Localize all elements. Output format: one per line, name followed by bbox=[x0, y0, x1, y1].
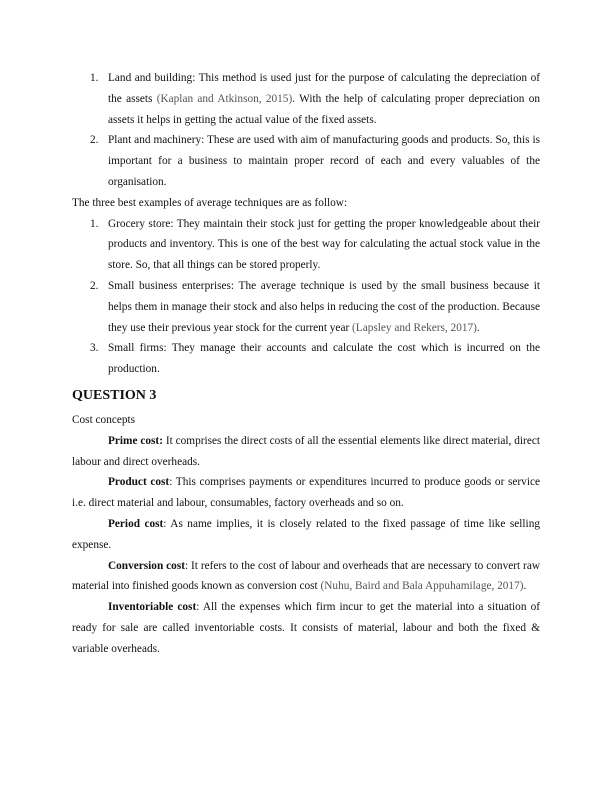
list-item bbox=[72, 130, 540, 192]
list-item bbox=[72, 68, 540, 130]
citation: (Kaplan and Atkinson, 2015) bbox=[156, 92, 293, 105]
concept-text: : As name implies, it is closely related to the fixed passage of time like selling expense. bbox=[72, 517, 540, 551]
list-text: Plant and machinery: These are used with aim of manufacturing goods and products. So, this is important for a business to maintain proper record of each and every valuables of the organisation. bbox=[108, 134, 540, 188]
list-text-end: . With the help of calculating proper depreciation on assets it helps in getting the actual value of the fixed assets. bbox=[108, 92, 540, 126]
list-item bbox=[72, 276, 540, 338]
concept-term: Product cost bbox=[108, 476, 170, 489]
question-heading: QUESTION 3 bbox=[72, 387, 157, 403]
list-number: 1. bbox=[90, 72, 99, 84]
average-techniques-list bbox=[72, 214, 540, 380]
concept-text: : All the expenses which firm incur to get the material into a situation of ready for sale are called inventoriable costs. It consists of material, labour and both the fixed & variable overheads. bbox=[72, 601, 540, 655]
list-text-end: . bbox=[476, 321, 480, 334]
concept-term: Prime cost: bbox=[108, 434, 163, 447]
concept-product-cost bbox=[72, 472, 540, 514]
concept-inventoriable-cost bbox=[72, 597, 540, 659]
list-text: Grocery store: They maintain their stock just for getting the proper knowledgeable about their products and inventory. This is one of the best way for calculating the actual stock value in the store. So, that all things can be stored properly. bbox=[108, 217, 540, 272]
average-techniques-intro: The three best examples of average techniques are as follow: bbox=[72, 196, 348, 209]
list-item bbox=[72, 214, 540, 276]
list-text: Land and building: This method is used just for the purpose of calculating the depreciation of the assets bbox=[108, 72, 540, 105]
list-text: Small firms: They manage their accounts and calculate the cost which is incurred on the production. bbox=[108, 342, 540, 376]
list-text: Small business enterprises: The average technique is used by the small business because it helps them in manage their stock and also helps in reducing the cost of the production. Because they use their previous year stock for the current year bbox=[108, 279, 540, 334]
concept-text: It comprises the direct costs of all the essential elements like direct material, direct labour and direct overheads. bbox=[72, 434, 540, 468]
page-content bbox=[72, 68, 540, 660]
cost-concepts-label: Cost concepts bbox=[72, 413, 136, 426]
list-number: 3. bbox=[90, 342, 99, 355]
concept-text: : This comprises payments or expenditures incurred to produce goods or service i.e. direct material and labour, consumables, factory overheads and so on. bbox=[72, 476, 540, 510]
concept-conversion-cost bbox=[72, 556, 540, 598]
concept-term: Period cost bbox=[108, 517, 164, 530]
concept-period-cost bbox=[72, 514, 540, 556]
concept-term: Inventoriable cost bbox=[108, 601, 197, 614]
concept-prime-cost bbox=[72, 431, 540, 473]
concept-text: : It refers to the cost of labour and overheads that are necessary to convert raw material into finished goods known as conversion cost bbox=[72, 559, 540, 593]
citation: (Lapsley and Rekers, 2017) bbox=[352, 321, 477, 334]
list-number: 2. bbox=[90, 279, 99, 292]
asset-examples-list bbox=[72, 68, 540, 193]
list-item bbox=[72, 338, 540, 380]
list-number: 1. bbox=[90, 217, 99, 230]
concept-term: Conversion cost bbox=[108, 559, 185, 572]
citation: (Nuhu, Baird and Bala Appuhamilage, 2017) bbox=[320, 580, 524, 593]
list-number: 2. bbox=[90, 134, 99, 147]
concept-text-end: . bbox=[523, 580, 527, 593]
